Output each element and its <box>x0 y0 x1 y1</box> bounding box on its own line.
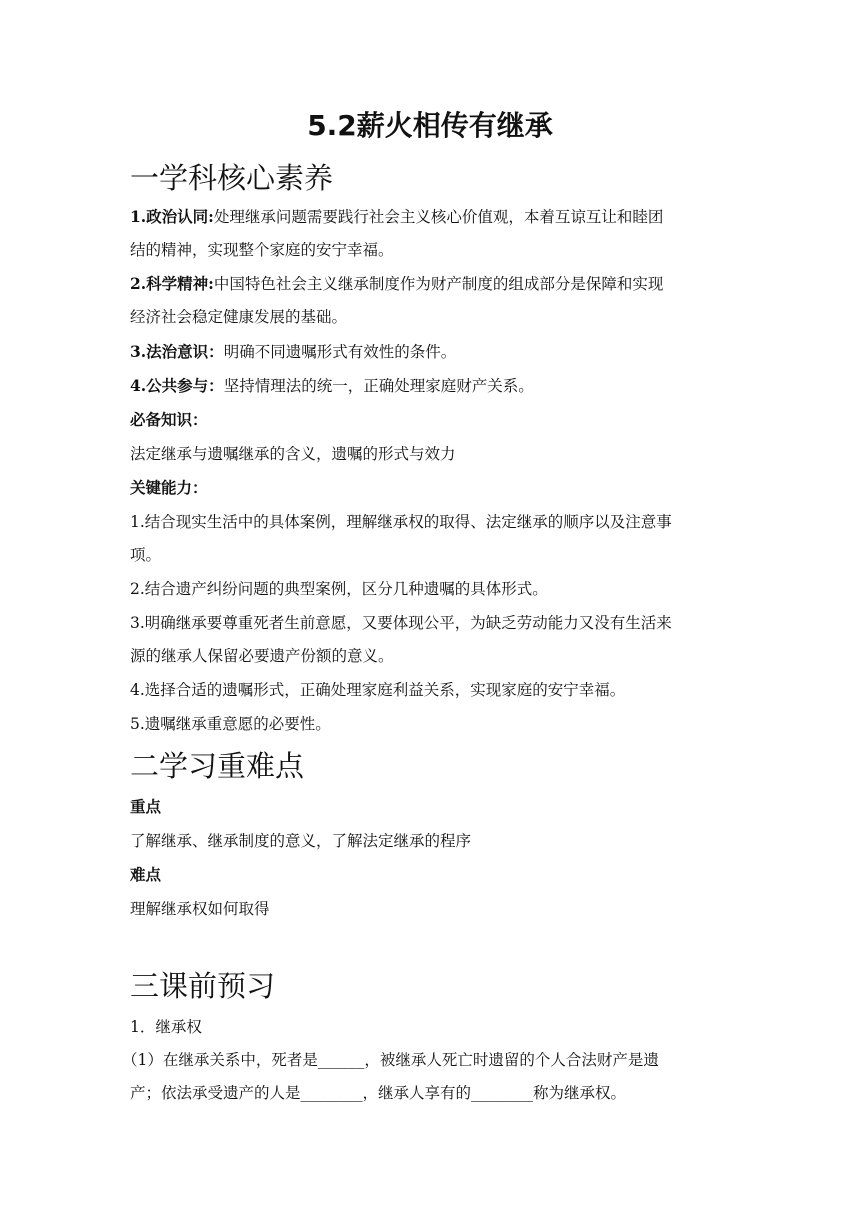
text-difficult-point: 理解继承权如何取得 <box>130 900 270 918</box>
item-text: 中国特色社会主义继承制度作为财产制度的组成部分是保障和实现 <box>213 275 664 293</box>
subheading-inheritance-right: 1．继承权 <box>130 1018 202 1036</box>
fill-blank-question-1: （1）在继承关系中，死者是______，被继承人死亡时遗留的个人合法财产是遗 <box>122 1051 659 1069</box>
label-key-abilities: 关键能力： <box>130 478 208 497</box>
item-label: 1.政治认同: <box>130 207 214 226</box>
item-public-participation <box>130 376 734 396</box>
ability-item-4: 4.选择合适的遗嘱形式，正确处理家庭利益关系，实现家庭的安宁幸福。 <box>130 681 626 699</box>
section-heading-core-literacy: 一学科核心素养 <box>130 161 334 195</box>
item-label: 3.法治意识： <box>130 342 224 361</box>
label-difficult-point: 难点 <box>130 865 162 884</box>
section-heading-preview: 三课前预习 <box>130 969 276 1003</box>
ability-item-2: 2.结合遗产纠纷问题的典型案例，区分几种遗嘱的具体形式。 <box>130 580 548 598</box>
item-political-identity <box>130 207 734 227</box>
text-key-point: 了解继承、继承制度的意义，了解法定继承的程序 <box>130 832 472 850</box>
label-essential-knowledge: 必备知识： <box>130 410 208 429</box>
ability-item-1-continuation: 项。 <box>130 546 162 564</box>
item-text: 坚持情理法的统一，正确处理家庭财产关系。 <box>223 377 534 395</box>
item-text: 处理继承问题需要践行社会主义核心价值观，本着互谅互让和睦团 <box>213 208 664 226</box>
section-heading-key-points: 二学习重难点 <box>130 749 305 783</box>
item-rule-of-law <box>130 342 734 362</box>
ability-item-1: 1.结合现实生活中的具体案例，理解继承权的取得、法定继承的顺序以及注意事 <box>130 513 672 531</box>
document-title: 5.2薪火相传有继承 <box>307 109 553 142</box>
fill-blank-question-1-continuation: 产；依法承受遗产的人是________，继承人享有的________称为继承权。 <box>130 1084 627 1102</box>
item-label: 4.公共参与： <box>130 376 224 395</box>
label-key-point: 重点 <box>130 797 162 816</box>
item-continuation: 经济社会稳定健康发展的基础。 <box>130 308 348 326</box>
ability-item-3-continuation: 源的继承人保留必要遗产份额的意义。 <box>130 647 394 665</box>
item-scientific-spirit <box>130 274 734 294</box>
text-essential-knowledge: 法定继承与遗嘱继承的含义，遗嘱的形式与效力 <box>130 445 456 463</box>
ability-item-5: 5.遗嘱继承重意愿的必要性。 <box>130 715 331 733</box>
ability-item-3: 3.明确继承要尊重死者生前意愿，又要体现公平，为缺乏劳动能力又没有生活来 <box>130 614 672 632</box>
item-continuation: 结的精神，实现整个家庭的安宁幸福。 <box>130 241 394 259</box>
item-label: 2.科学精神: <box>130 274 214 293</box>
item-text: 明确不同遗嘱形式有效性的条件。 <box>223 343 457 361</box>
